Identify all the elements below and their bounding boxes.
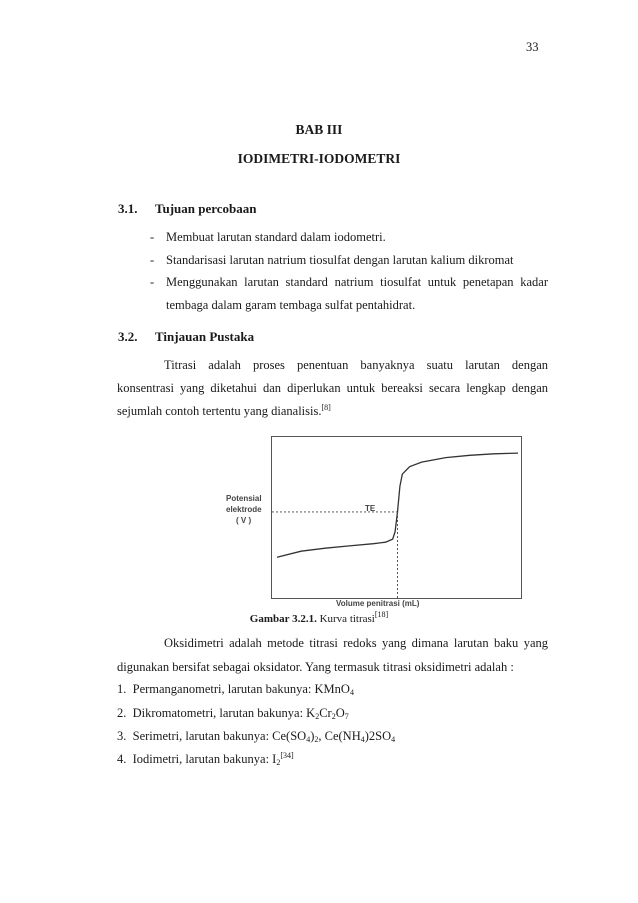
y-axis-label-line: elektrode	[226, 505, 262, 514]
bullet-item: - Standarisasi larutan natrium tiosulfat dengan larutan kalium dikromat	[150, 253, 514, 267]
citation: [34]	[280, 751, 294, 760]
paragraph-line: Oksidimetri adalah metode titrasi redoks yang dimana larutan baku yang	[164, 636, 548, 650]
list-item: 3. Serimetri, larutan bakunya: $Ce(SO_4)_2$, $Ce(NH_4)2SO_4$	[117, 729, 396, 744]
paragraph-line: digunakan bersifat sebagai oksidator. Yang termasuk titrasi oksidimetri adalah :	[117, 660, 514, 674]
section-title: Tinjauan Pustaka	[155, 329, 255, 344]
list-item: 4. Iodimetri, larutan bakunya: $I_2[34]$	[117, 751, 294, 767]
section-number: 3.2.	[118, 329, 138, 344]
page-number: 33	[526, 40, 539, 54]
list-item: 2. Dikromatometri, larutan bakunya: $K_2Cr_2O_7$	[117, 706, 349, 721]
section-heading-tinjauan	[118, 329, 254, 345]
bullet-item: - Menggunakan larutan standard natrium tiosulfat untuk penetapan kadar	[150, 275, 548, 289]
citation: [18]	[374, 610, 389, 619]
paragraph-line: sejumlah contoh tertentu yang dianalisis.[8]	[117, 403, 331, 418]
y-axis-label-line: ( V )	[236, 516, 252, 525]
list-item: 1. Permanganometri, larutan bakunya: KMnO$_4$	[117, 682, 354, 697]
section-title: Tujuan percobaan	[155, 201, 257, 216]
paragraph-line: konsentrasi yang diketahui dan diperlukan untuk bereaksi secara lengkap dengan	[117, 381, 548, 395]
x-axis-label: Volume penitrasi (mL)	[336, 599, 420, 608]
paragraph-line: Titrasi adalah proses penentuan banyaknya suatu larutan dengan	[164, 358, 548, 372]
bullet-continuation: tembaga dalam garam tembaga sulfat pentahidrat.	[166, 298, 416, 312]
chapter-label: BAB III	[295, 122, 343, 137]
y-axis-label-line: Potensial	[226, 494, 262, 503]
chapter-title: IODIMETRI-IODOMETRI	[237, 151, 401, 166]
section-number: 3.1.	[118, 201, 138, 216]
bullet-item: - Membuat larutan standard dalam iodometri.	[150, 230, 386, 244]
figure-labels	[200, 490, 630, 620]
te-label: TE	[365, 504, 376, 513]
figure-caption: Gambar 3.2.1. Kurva titrasi[18]	[249, 610, 389, 625]
citation: [8]	[321, 403, 331, 412]
section-heading-tujuan	[118, 201, 257, 217]
